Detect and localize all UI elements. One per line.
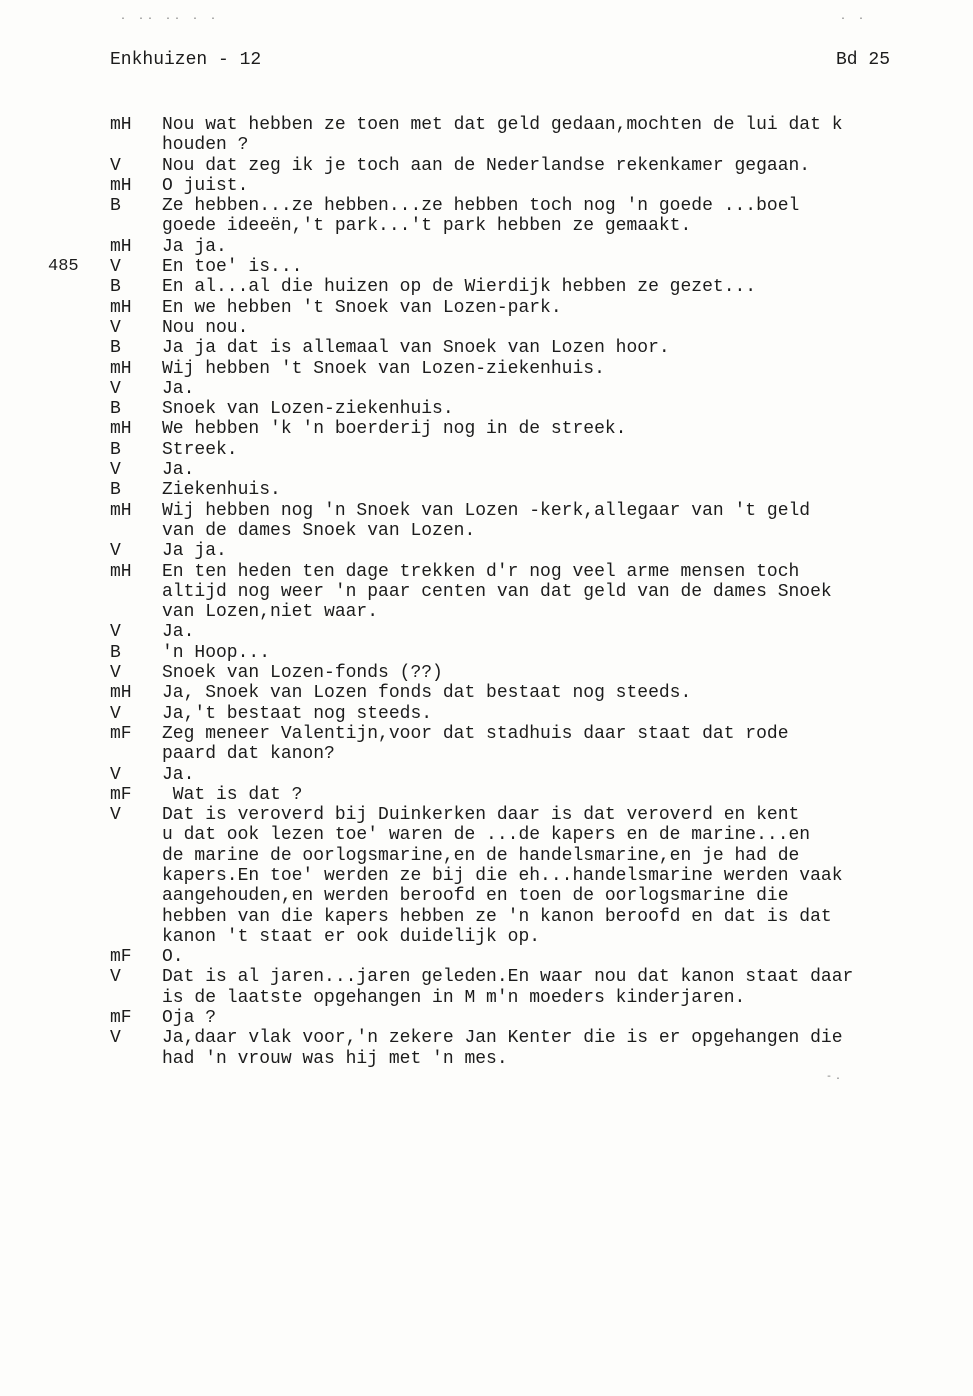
transcript-turn	[0, 440, 973, 460]
transcript-turn	[0, 277, 973, 297]
utterance-text: Ja ja dat is allemaal van Snoek van Lozen hoor.	[162, 338, 670, 359]
speaker-code: mH	[110, 297, 132, 318]
transcript-turn	[0, 379, 973, 399]
speaker-code: V	[110, 663, 121, 684]
transcript-turn	[0, 724, 973, 765]
utterance-text: Nou nou.	[162, 317, 249, 338]
speaker-code: mF	[110, 947, 132, 968]
utterance-text: Ja,'t bestaat nog steeds.	[162, 703, 433, 724]
transcript-turn	[0, 704, 973, 724]
utterance-text: Ja,daar vlak voor,'n zekere Jan Kenter die is er opgehangen die had 'n vrouw was hij met 'n mes.	[162, 1028, 843, 1069]
utterance-text: Wij hebben nog 'n Snoek van Lozen -kerk,allegaar van 't geld van de dames Snoek van Lozen.	[162, 500, 811, 541]
utterance-text: Zeg meneer Valentijn,voor dat stadhuis daar staat dat rode paard dat kanon?	[162, 723, 789, 765]
speaker-code: mH	[110, 175, 132, 196]
utterance-text: Wij hebben 't Snoek van Lozen-ziekenhuis.	[162, 358, 605, 379]
transcript-turn	[0, 298, 973, 318]
transcript-turn	[0, 967, 973, 1008]
speaker-code: B	[110, 338, 121, 359]
speaker-code: mF	[110, 1008, 132, 1029]
transcript-turn	[0, 156, 973, 176]
utterance-text: We hebben 'k 'n boerderij nog in de streek.	[162, 419, 627, 440]
utterance-text: O.	[162, 947, 184, 968]
speaker-code: B	[110, 196, 121, 217]
transcript-turn	[0, 359, 973, 379]
transcript-turn	[0, 237, 973, 257]
transcript-turn	[0, 501, 973, 542]
speaker-code: V	[110, 764, 121, 785]
utterance-text: Oja ?	[162, 1008, 217, 1029]
speaker-code: mH	[110, 561, 132, 582]
transcript-turn	[0, 257, 973, 277]
speaker-code: V	[110, 317, 121, 338]
transcript-turn	[0, 460, 973, 480]
speaker-code: mH	[110, 115, 132, 135]
scan-speckle: · ·	[840, 14, 868, 25]
utterance-text: En toe' is...	[162, 257, 303, 278]
transcript-turn	[0, 622, 973, 642]
transcript-turn	[0, 1008, 973, 1028]
transcript-turn	[0, 115, 973, 156]
utterance-text: O juist.	[162, 175, 249, 196]
utterance-text: Ze hebben...ze hebben...ze hebben toch nog 'n goede ...boel goede ideeën,'t park...'t park hebben ze gemaakt.	[162, 196, 800, 237]
line-number: 485	[48, 257, 79, 277]
transcript-turn	[0, 419, 973, 439]
utterance-text: Ja.	[162, 460, 195, 481]
speaker-code: V	[110, 155, 121, 176]
utterance-text: Ja.	[162, 622, 195, 643]
transcript-turn	[0, 196, 973, 237]
utterance-text: Ja ja.	[162, 541, 227, 562]
speaker-code: V	[110, 541, 121, 562]
transcript-turn	[0, 480, 973, 500]
speaker-code: V	[110, 703, 121, 724]
transcript-turn	[0, 399, 973, 419]
page-reference: Bd 25	[835, 50, 890, 70]
utterance-text: Nou wat hebben ze toen met dat geld gedaan,mochten de lui dat k houden ?	[162, 115, 843, 156]
speaker-code: V	[110, 378, 121, 399]
utterance-text: 'n Hoop...	[162, 642, 271, 663]
utterance-text: Ja.	[162, 764, 195, 785]
speaker-code: B	[110, 480, 121, 501]
transcript-turn	[0, 683, 973, 703]
speaker-code: mF	[110, 723, 132, 744]
utterance-text: Snoek van Lozen-fonds (??)	[162, 663, 443, 684]
transcript-turn	[0, 643, 973, 663]
page-header	[110, 50, 890, 72]
utterance-text: En ten heden ten dage trekken d'r nog veel arme mensen toch altijd nog weer 'n paar centen van dat geld van de dames Snoek van Lozen,niet waar.	[162, 561, 832, 623]
utterance-text: Ja.	[162, 378, 195, 399]
speaker-code: B	[110, 439, 121, 460]
speaker-code: mH	[110, 419, 132, 440]
utterance-text: Dat is veroverd bij Duinkerken daar is dat veroverd en kent u dat ook lezen toe' waren de ...de kapers en de marine...en de marine de oorlogsmarine,en de handelsmarine,en je had de kapers.En toe' werden ze bij die eh...handelsmarine werden vaak aangehouden,en werden beroofd en toen de oorlogsmarine die hebben van die kapers hebben ze 'n kanon beroofd en dat is dat kanon 't staat er ook duidelijk op.	[162, 805, 843, 947]
utterance-text: Ja, Snoek van Lozen fonds dat bestaat nog steeds.	[162, 683, 692, 704]
transcript-turn	[0, 338, 973, 358]
transcript-turn	[0, 947, 973, 967]
utterance-text: Ziekenhuis.	[162, 480, 281, 501]
speaker-code: mF	[110, 784, 132, 805]
transcript-turn	[0, 805, 973, 947]
scan-speckle: -.	[826, 1072, 845, 1083]
utterance-text: Nou dat zeg ik je toch aan de Nederlandse rekenkamer gegaan.	[162, 155, 811, 176]
transcript-turn	[0, 176, 973, 196]
speaker-code: V	[110, 460, 121, 481]
speaker-code: B	[110, 642, 121, 663]
transcript	[0, 115, 973, 1069]
transcript-turn	[0, 1028, 973, 1069]
speaker-code: B	[110, 277, 121, 298]
utterance-text: Snoek van Lozen-ziekenhuis.	[162, 399, 454, 420]
transcript-turn	[0, 562, 973, 623]
utterance-text: En al...al die huizen op de Wierdijk hebben ze gezet...	[162, 277, 757, 298]
scan-speckle: · ·· ·· · ·	[120, 14, 220, 25]
utterance-text: Wat is dat ?	[162, 784, 303, 805]
transcript-turn	[0, 541, 973, 561]
transcript-turn	[0, 663, 973, 683]
utterance-text: Streek.	[162, 439, 238, 460]
utterance-text: En we hebben 't Snoek van Lozen-park.	[162, 297, 562, 318]
utterance-text: Dat is al jaren...jaren geleden.En waar nou dat kanon staat daar is de laatste opgehangen in M m'n moeders kinderjaren.	[162, 967, 854, 1008]
speaker-code: mH	[110, 358, 132, 379]
speaker-code: V	[110, 257, 121, 278]
speaker-code: mH	[110, 500, 132, 521]
transcript-turn	[0, 318, 973, 338]
speaker-code: mH	[110, 236, 132, 257]
speaker-code: V	[110, 622, 121, 643]
speaker-code: V	[110, 1028, 121, 1049]
speaker-code: V	[110, 967, 121, 988]
document-title: Enkhuizen - 12	[110, 50, 262, 70]
speaker-code: V	[110, 805, 121, 826]
transcript-turn	[0, 765, 973, 785]
transcript-turn	[0, 785, 973, 805]
speaker-code: B	[110, 399, 121, 420]
utterance-text: Ja ja.	[162, 236, 227, 257]
speaker-code: mH	[110, 683, 132, 704]
